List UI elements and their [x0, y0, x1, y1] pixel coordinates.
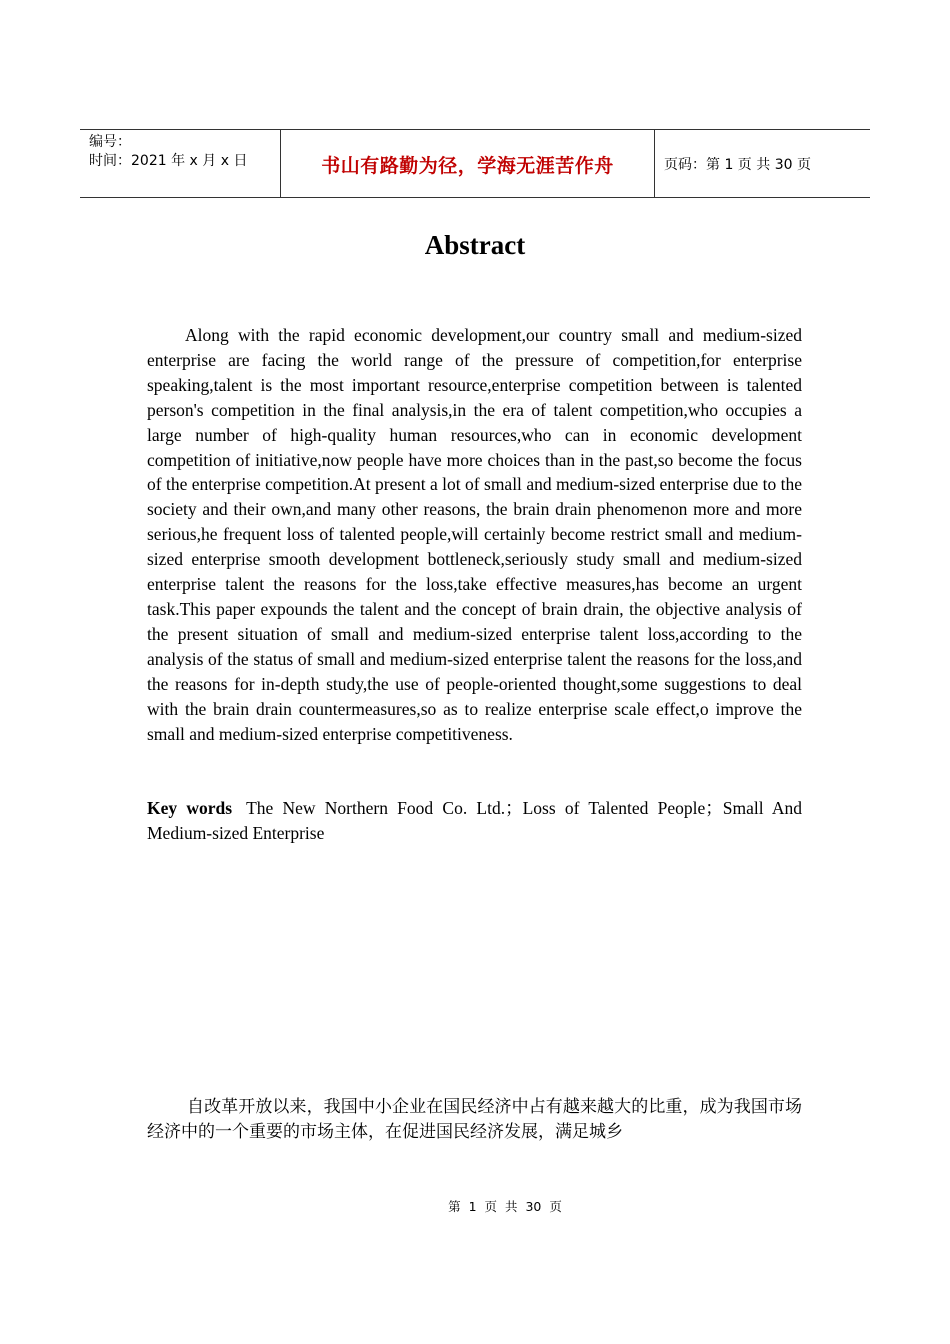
header-motto: 书山有路勤为径，学海无涯苦作舟 [281, 130, 655, 197]
abstract-paragraph: Along with the rapid economic development,our country small and medium-sized enterprise are facing the world range of the pressure of competition,for enterprise speaking,talent is the most important resource,enterprise competition between is talented person's competition in the final analysis,in the era of talent competition,who occupies a large number of high-quality human resources,who can in economic development competition of initiative,now people have more choices than in the past,so become the focus of the enterprise competition.At present a lot of small and medium-sized enterprise due to the society and their own,and many other reasons, the brain drain phenomenon more and more serious,he frequent loss of talented people,will certainly become restrict small and medium-sized enterprise smooth development bottleneck,seriously study small and medium-sized enterprise talent the reasons for the loss,take effective measures,has become an urgent task.This paper expounds the talent and the concept of brain drain, the objective analysis of the present situation of small and medium-sized enterprise talent loss,according to the analysis of the status of small and medium-sized enterprise talent the reasons for the loss,and the reasons for in-depth study,the use of people-oriented thought,some suggestions to deal with the brain drain countermeasures,so as to realize enterprise scale effect,o improve the small and medium-sized enterprise competitiveness. [147, 325, 802, 744]
document-header [80, 129, 870, 198]
keywords-label: Key words [147, 798, 233, 818]
header-number-label: 编号： [89, 134, 131, 150]
page-footer: 第 1 页 共 30 页 [448, 1199, 562, 1214]
header-meta-cell [80, 130, 281, 197]
page-title: Abstract [424, 230, 526, 260]
keywords-line [147, 796, 802, 846]
chinese-paragraph: 自改革开放以来，我国中小企业在国民经济中占有越来越大的比重，成为我国市场经济中的一个重要的市场主体，在促进国民经济发展，满足城乡 [147, 1097, 802, 1142]
header-page-info: 页码：第 1 页 共 30 页 [664, 156, 811, 173]
keywords-text: The New Northern Food Co. Ltd.；Loss of Talented People；Small And Medium-sized Enterprise [147, 798, 802, 843]
header-time-label: 时间：2021 年 x 月 x 日 [89, 153, 248, 169]
